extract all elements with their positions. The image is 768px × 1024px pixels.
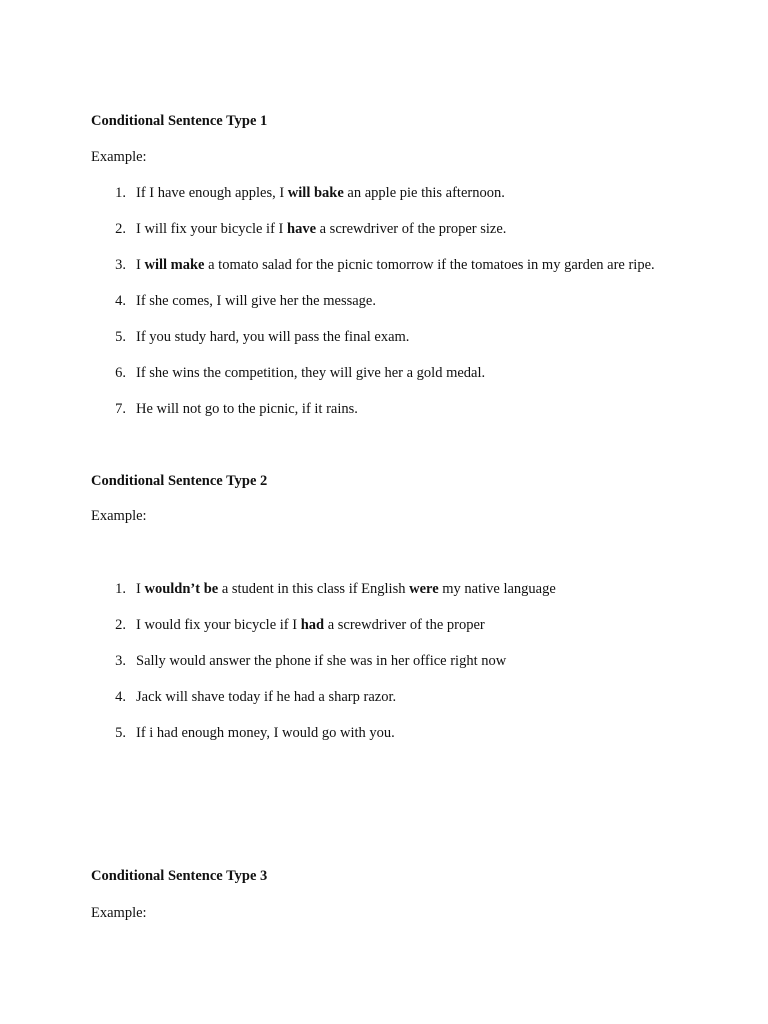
list-item-number: 1. (115, 185, 126, 201)
text-run: a tomato salad for the picnic tomorrow if the tomatoes in my garden are ripe. (204, 257, 655, 273)
text-run: He will not go to the picnic, if it rains. (136, 401, 358, 417)
list-item-number: 3. (115, 257, 126, 273)
bold-phrase: wouldn’t be (144, 581, 219, 597)
text-run: I (136, 581, 145, 597)
text-run: a screwdriver of the proper size. (316, 221, 507, 237)
list-item (0, 292, 768, 328)
list-item-text (136, 220, 506, 238)
list-item-text (136, 616, 485, 634)
list-item (0, 256, 768, 292)
list-item-number: 5. (115, 725, 126, 741)
list-item-number: 5. (115, 329, 126, 345)
list-item-text (136, 724, 395, 742)
text-run: Sally would answer the phone if she was in her office right now (136, 653, 507, 669)
list-item-text (136, 364, 485, 382)
example-label-type-3: Example: (91, 905, 147, 921)
list-item (0, 724, 768, 760)
bold-phrase: will make (144, 257, 205, 273)
list-item (0, 688, 768, 724)
list-item (0, 580, 768, 616)
example-list-type-2 (0, 580, 768, 760)
list-item (0, 184, 768, 220)
text-run: a screwdriver of the proper (324, 617, 485, 633)
list-item-number: 7. (115, 401, 126, 417)
list-item-number: 2. (115, 221, 126, 237)
text-run: my native language (438, 581, 556, 597)
list-item (0, 328, 768, 364)
list-item-number: 4. (115, 293, 126, 309)
list-item (0, 220, 768, 256)
list-item-text (136, 652, 506, 670)
list-item-text (136, 184, 505, 202)
list-item-number: 4. (115, 689, 126, 705)
section-heading-type-2: Conditional Sentence Type 2 (91, 473, 268, 489)
list-item-number: 3. (115, 653, 126, 669)
bold-phrase: will bake (287, 185, 344, 201)
section-heading-type-1: Conditional Sentence Type 1 (91, 113, 268, 129)
example-label-type-2: Example: (91, 508, 147, 524)
text-run: If I have enough apples, I (136, 185, 288, 201)
example-label-type-1: Example: (91, 149, 147, 165)
text-run: Jack will shave today if he had a sharp razor. (136, 689, 397, 705)
list-item-text (136, 292, 376, 310)
text-run: If she comes, I will give her the message. (136, 293, 376, 309)
text-run: I would fix your bicycle if I (136, 617, 301, 633)
section-heading-type-3: Conditional Sentence Type 3 (91, 868, 268, 884)
text-run: I will fix your bicycle if I (136, 221, 287, 237)
bold-phrase: had (300, 617, 325, 633)
list-item-text (136, 328, 409, 346)
text-run: I (136, 257, 145, 273)
bold-phrase: have (287, 221, 316, 237)
text-run: If she wins the competition, they will give her a gold medal. (136, 365, 486, 381)
text-run: If you study hard, you will pass the final exam. (136, 329, 410, 345)
list-item (0, 652, 768, 688)
example-list-type-1 (0, 184, 768, 436)
list-item-number: 2. (115, 617, 126, 633)
list-item (0, 400, 768, 436)
list-item-number: 1. (115, 581, 126, 597)
bold-phrase: were (409, 581, 439, 597)
list-item (0, 364, 768, 400)
list-item-text (136, 400, 358, 418)
list-item-text (136, 256, 655, 274)
text-run: a student in this class if English (218, 581, 410, 597)
list-item (0, 616, 768, 652)
list-item-text (136, 688, 396, 706)
list-item-text (136, 580, 556, 598)
list-item-number: 6. (115, 365, 126, 381)
text-run: If i had enough money, I would go with you. (136, 725, 395, 741)
text-run: an apple pie this afternoon. (343, 185, 505, 201)
